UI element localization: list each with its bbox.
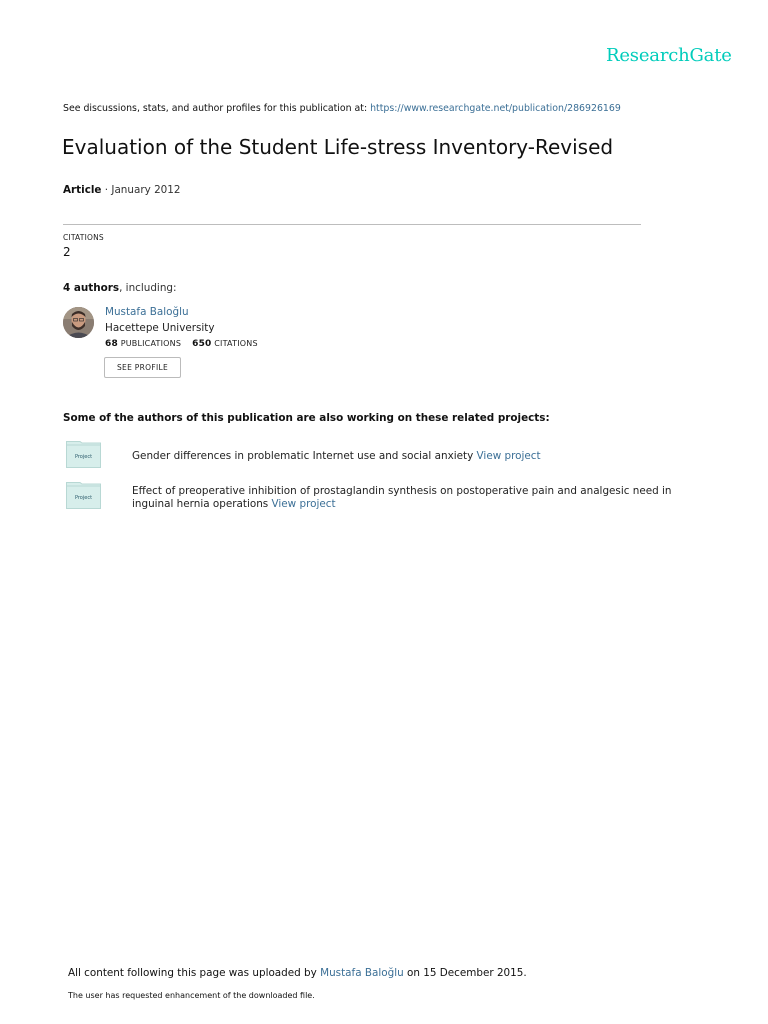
author-photo-icon xyxy=(63,307,94,338)
author-name-link[interactable]: Mustafa Baloğlu xyxy=(105,306,189,318)
author-stats xyxy=(105,339,258,349)
see-profile-button[interactable]: SEE PROFILE xyxy=(104,357,181,378)
view-project-link[interactable]: View project xyxy=(271,498,336,510)
citations-label: CITATIONS xyxy=(63,233,104,242)
divider xyxy=(63,224,641,225)
project-folder-icon xyxy=(66,482,101,509)
publication-url-link[interactable]: https://www.researchgate.net/publication/286926169 xyxy=(370,103,621,114)
publication-title: Evaluation of the Student Life-stress Inventory-Revised xyxy=(62,135,614,159)
publication-meta xyxy=(63,184,181,196)
project-item xyxy=(132,450,692,463)
enhancement-note: The user has requested enhancement of the downloaded file. xyxy=(68,991,315,1000)
author-citations-count: 650 xyxy=(192,339,212,349)
upload-date: on 15 December 2015. xyxy=(406,967,527,979)
authors-suffix: , including: xyxy=(119,282,177,294)
uploader-link[interactable]: Mustafa Baloğlu xyxy=(320,967,404,979)
researchgate-logo[interactable]: ResearchGate xyxy=(606,45,732,66)
upload-info xyxy=(68,967,527,979)
citations-count: 2 xyxy=(63,245,71,259)
author-avatar[interactable] xyxy=(63,307,94,338)
author-institution: Hacettepe University xyxy=(105,322,215,334)
project-title: Gender differences in problematic Internet use and social anxiety xyxy=(132,450,474,462)
project-folder-icon xyxy=(66,441,101,468)
author-publications-label: PUBLICATIONS xyxy=(120,339,182,348)
publication-type: Article xyxy=(63,184,102,196)
upload-prefix: All content following this page was uploaded by xyxy=(68,967,317,979)
author-publications-count: 68 xyxy=(105,339,118,349)
project-icon-label: Project xyxy=(74,454,93,460)
project-item xyxy=(132,485,692,511)
publication-date: · January 2012 xyxy=(101,184,181,196)
project-icon-label: Project xyxy=(74,495,93,501)
discussion-line xyxy=(63,103,621,114)
project-title: Effect of preoperative inhibition of prostaglandin synthesis on postoperative pain and analgesic need in inguinal hernia operations xyxy=(132,485,672,510)
view-project-link[interactable]: View project xyxy=(476,450,541,462)
author-citations-label: CITATIONS xyxy=(214,339,258,348)
authors-summary xyxy=(63,282,177,294)
discussion-prefix: See discussions, stats, and author profiles for this publication at: xyxy=(63,103,368,114)
related-projects-heading: Some of the authors of this publication are also working on these related projects: xyxy=(63,412,550,424)
authors-count: 4 authors xyxy=(63,282,120,294)
